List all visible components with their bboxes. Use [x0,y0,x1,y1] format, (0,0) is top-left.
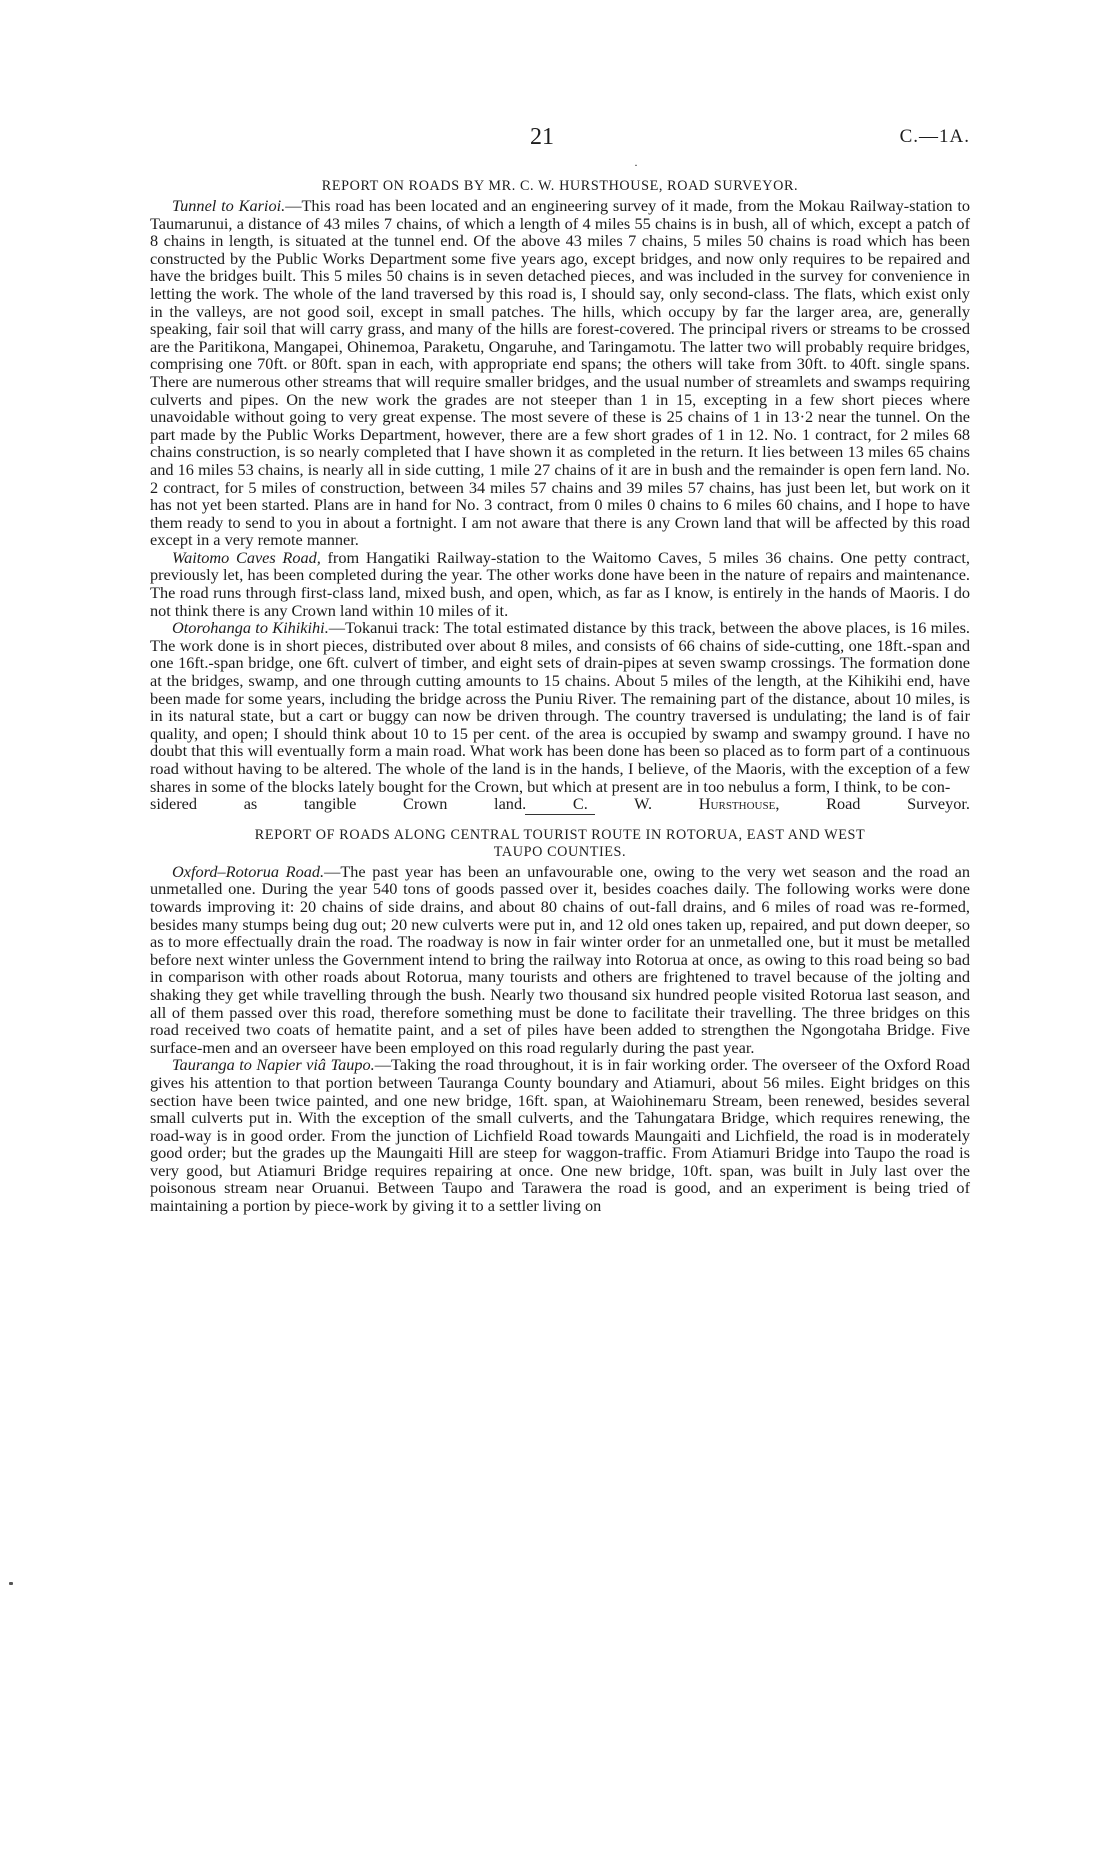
page-number: 21 [530,124,554,150]
signature [573,794,970,813]
page-content [150,178,970,1215]
section-divider [525,814,595,815]
paragraph-title: Waitomo Caves Road, [172,547,321,567]
paragraph-waitomo-caves-road [150,549,970,619]
paragraph-title: Tunnel to Karioi. [172,196,286,215]
paragraph-body: —This road has been located and an engineering survey of it made, from the Mokau Railway-station to Taumarunui, a distance of 43 miles 7 chains, of which a length of 4 miles 55 chains is in bush, all of which, except a patch of 8 chains in length, is situated at the tunnel end. Of the above 43 miles 7 chains, 5 miles 50 chains is road which has been constructed by the Public Works Department some five years ago, except bridges, and now only requires to be repaired and have the bridges built. This 5 miles 50 chains is in seven detached pieces, and was included in the survey for convenience in letting the work. The whole of the land traversed by this road is, I should say, only second-class. The flats, which exist only in the valleys, are not good soil, except in small patches. The hills, which occupy by far the larger area, are, generally speaking, fair soil that will carry grass, and many of the hills are forest-covered. The principal rivers or streams to be crossed are the Paritikona, Mangapei, Ohinemoa, Paraketu, Ongaruhe, and Taringamotu. The latter two will probably require bridges, comprising one 70ft. or 80ft. span in each, with appropriate end spans; the others will take from 30ft. to 40ft. single spans. There are numerous other streams that will require smaller bridges, and the usual number of streamlets and swamps requiring culverts and pipes. On the new work the grades are not steeper than 1 in 15, excepting in a few short pieces where unavoidable without going to very great expense. The most severe of these is 25 chains of 1 in 13·2 near the tunnel. On the part made by the Public Works Department, however, there are a few short grades of 1 in 12. No. 1 contract, for 2 miles 68 chains construction, is so nearly completed that I have shown it as completed in the return. It lies between 13 miles 65 chains and 16 miles 53 chains, is nearly all in side cutting, 1 mile 27 chains of it are in bush and the remainder is open fern land. No. 2 contract, for 5 miles of construction, between 34 miles 57 chains and 39 miles 57 chains, has just been let, but work on it has not yet been started. Plans are in hand for No. 3 contract, from 0 miles 0 chains to 6 miles 60 chains, and I hope to have them ready to send to you in about a fortnight. I am not aware that there is any Crown land that will be affected by this road except in a very remote manner. [150,196,971,550]
signature-name: C. W. Hursthouse, [572,794,780,814]
report-heading-hursthouse: REPORT ON ROADS BY MR. C. W. HURSTHOUSE, ROAD SURVEYOR. [321,178,799,194]
signature-line [150,795,970,813]
paragraph-otorohanga-to-kihikihi [150,619,970,795]
paragraph-closing: sidered as tangible Crown land. [150,794,527,814]
paragraph-tauranga-to-napier [150,1056,970,1214]
paragraph-title: Oxford–Rotorua Road. [172,861,325,881]
page-header [150,124,970,172]
heading-line: REPORT OF ROADS ALONG CENTRAL TOURIST ROUTE IN ROTORUA, EAST AND WEST [254,826,866,843]
margin-mark [9,1582,13,1585]
paragraph-title: Tauranga to Napier viâ Taupo. [172,1055,375,1075]
header-dot: · [634,158,638,172]
paragraph-body: —Tokanui track: The total estimated distance by this track, between the above places, is 16 miles. The work done is in short pieces, distributed over about 8 miles, and consists of 66 chains of side-cutting, one 18ft.-span and one 16ft.-span bridge, one 6ft. culvert of timber, and eight sets of drain-pipes at seven swamp crossings. The formation done at the bridges, swamp, and one through cutting amounts to 15 chains. About 5 miles of the length, at the Kihikihi end, have been made for some years, including the bridge across the Puniu River. The remaining part of the distance, about 10 miles, is in its natural state, but a cart or buggy can now be driven through. The country traversed is undulating; the land is of fair quality, and open; I should think about 10 to 15 per cent. of the area is occupied by swamp and swampy ground. I have no doubt that this will eventually form a main road. What work has been done has been so placed as to form part of a continuous road without having to be altered. The whole of the land is in the hands, I believe, of the Maoris, with the exception of a few shares in some of the blocks lately bought for the Crown, but which at present are in too nebulus a form, I think, to be con- [150,618,970,796]
paragraph-body: —The past year has been an unfavourable one, owing to the very wet season and the road an unmetalled one. During the year 540 tons of goods passed over it, besides coaches daily. The following works were done towards improving it: 20 chains of side drains, and about 80 chains of out-fall drains, and 6 miles of road was re-formed, besides many stumps being dug out; 20 new culverts were put in, and 12 old ones taken up, repaired, and put down deeper, so as to more effectually drain the road. The roadway is now in fair winter order for an unmetalled one, but it must be metalled before next winter unless the Government intend to bring the railway into Rotorua at once, as owing to this road being so bad in comparison with other roads about Rotorua, many tourists and others are frightened to travel because of the jolting and shaking they get while travelling through the bush. Nearly two thousand six hundred people visited Rotorua last season, and all of them passed over this road, therefore something must be done to facilitate their travelling. The three bridges on this road received two coats of hematite paint, and a set of piles have been added to strengthen the Ngongotaha Bridge. Five surface-men and an overseer have been employed on this road regularly during the past year. [150,861,970,1057]
document-reference: C.—1A. [899,126,970,147]
paragraph-title: Otorohanga to Kihikihi. [172,618,329,638]
paragraph-body: from Hangatiki Railway-station to the Waitomo Caves, 5 miles 36 chains. One petty contract, previously let, has been completed during the year. The other works done have been in the nature of repairs and maintenance. The road runs through first-class land, mixed bush, and open, which, as far as I know, is entirely in the hands of Maoris. I do not think there is any Crown land within 10 miles of it. [150,547,970,620]
paragraph-tunnel-to-karioi [150,197,970,549]
report-heading-central-tourist-route [150,827,970,861]
paragraph-oxford-rotorua-road [150,863,970,1057]
signature-title: Road Surveyor. [779,794,970,814]
paragraph-body: —Taking the road throughout, it is in fair working order. The overseer of the Oxford Road gives his attention to that portion between Tauranga County boundary and Atiamuri, about 56 miles. Eight bridges on this section have been twice painted, and one new bridge, 16ft. span, at Waiohinemaru Stream, been renewed, besides several small culverts put in. With the exception of the small culverts, and the Tahungatara Bridge, which requires renewing, the road-way is in good order. From the junction of Lichfield Road towards Maungaiti and Lichfield, the road is in moderately good order; but the grades up the Maungaiti Hill are steep for waggon-traffic. From Atiamuri Bridge into Taupo the road is very good, but Atiamuri Bridge requires repairing at once. One new bridge, 10ft. span, was built in July last over the poisonous stream near Oruanui. Between Taupo and Tarawera the road is good, and an experiment is being tried of maintaining a portion by piece-work by giving it to a settler living on [150,1055,970,1216]
heading-line: TAUPO COUNTIES. [493,843,627,860]
